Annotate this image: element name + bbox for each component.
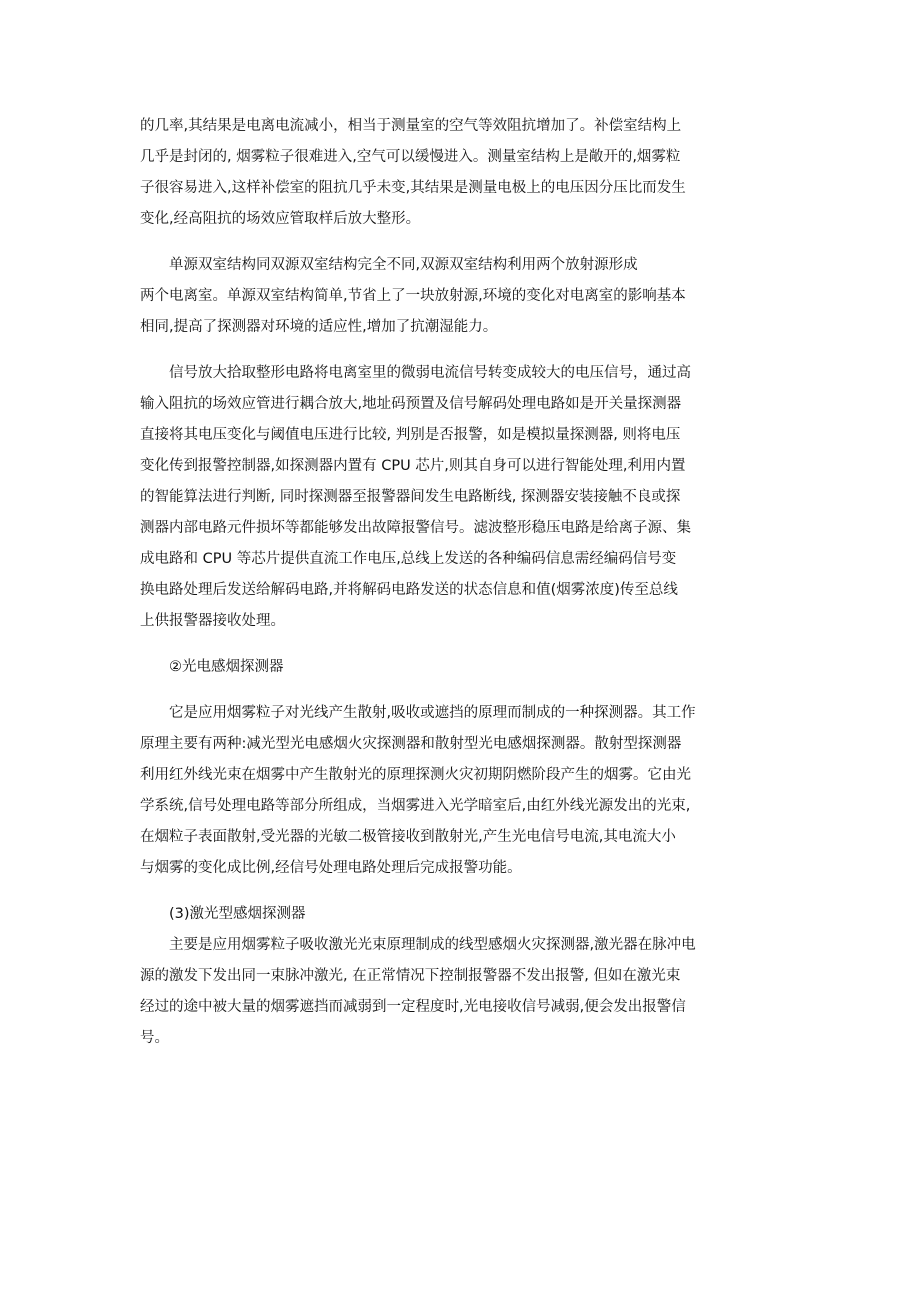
text-line: 学系统,信号处理电路等部分所组成，当烟雾进入光学暗室后,由红外线光源发出的光束,	[140, 798, 691, 814]
section-heading-photoelectric	[140, 652, 790, 683]
text-line: 源的激发下发出同一束脉冲激光, 在正常情况下控制报警器不发出报警, 但如在激光束	[140, 968, 681, 984]
text-line: 与烟雾的变化成比例,经信号处理电路处理后完成报警功能。	[140, 860, 522, 876]
text-line: 在烟粒子表面散射,受光器的光敏二极管接收到散射光,产生光电信号电流,其电流大小	[140, 829, 676, 845]
text-line: 换电路处理后发送给解码电路,并将解码电路发送的状态信息和值(烟雾浓度)传至总线	[140, 582, 678, 598]
text-line: 子很容易进入,这样补偿室的阻抗几乎未变,其结果是测量电极上的电压因分压比而发生	[140, 180, 686, 196]
text-line: 直接将其电压变化与阈值电压进行比较, 判别是否报警，如是模拟量探测器, 则将电压	[140, 427, 681, 443]
text-line: 原理主要有两种:减光型光电感烟火灾探测器和散射型光电感烟探测器。散射型探测器	[140, 736, 682, 752]
text-line: 的智能算法进行判断, 同时探测器至报警器间发生电路断线, 探测器安装接触不良或探	[140, 489, 681, 505]
text-line: 的几率,其结果是电离电流减小，相当于测量室的空气等效阻抗增加了。补偿室结构上	[140, 118, 682, 134]
text-line: 上供报警器接收处理。	[140, 613, 285, 629]
paragraph-photoelectric-principle	[140, 698, 790, 884]
text-line: 变化传到报警控制器,如探测器内置有 CPU 芯片,则其自身可以进行智能处理,利用内置	[140, 458, 686, 474]
document-body	[140, 111, 790, 1069]
paragraph-laser-principle	[140, 930, 790, 1054]
text-line: 成电路和 CPU 等芯片提供直流工作电压,总线上发送的各种编码信息需经编码信号变	[140, 551, 677, 567]
text-line: 两个电离室。单源双室结构简单,节省上了一块放射源,环境的变化对电离室的影响基本	[140, 288, 686, 304]
text-line: 输入阻抗的场效应管进行耦合放大,地址码预置及信号解码处理电路如是开关量探测器	[140, 396, 682, 412]
text-line: 经过的途中被大量的烟雾遮挡而减弱到一定程度时,光电接收信号减弱,便会发出报警信	[140, 999, 686, 1015]
text-line: 它是应用烟雾粒子对光线产生散射,吸收或遮挡的原理而制成的一种探测器。其工作	[140, 705, 696, 721]
text-line: (3)激光型感烟探测器	[140, 906, 306, 922]
text-line: 号。	[140, 1030, 169, 1046]
paragraph-ionization-result	[140, 111, 790, 235]
text-line: 利用红外线光束在烟雾中产生散射光的原理探测火灾初期阴燃阶段产生的烟雾。它由光	[140, 767, 691, 783]
text-line: 单源双室结构同双源双室结构完全不同,双源双室结构利用两个放射源形成	[140, 257, 638, 273]
text-line: 相同,提高了探测器对环境的适应性,增加了抗潮湿能力。	[140, 319, 498, 335]
paragraph-signal-amplifier-circuit	[140, 358, 790, 637]
text-line: 几乎是封闭的, 烟雾粒子很难进入,空气可以缓慢进入。测量室结构上是敞开的,烟雾粒	[140, 149, 681, 165]
text-line: 测器内部电路元件损坏等都能够发出故障报警信号。滤波整形稳压电路是给离子源、集	[140, 520, 691, 536]
paragraph-single-source-dual-chamber	[140, 250, 790, 343]
text-line: 变化,经高阻抗的场效应管取样后放大整形。	[140, 211, 421, 227]
section-heading-laser	[140, 899, 790, 930]
text-line: 信号放大拾取整形电路将电离室里的微弱电流信号转变成较大的电压信号，通过高	[140, 365, 691, 381]
text-line: 主要是应用烟雾粒子吸收激光光束原理制成的线型感烟火灾探测器,激光器在脉冲电	[140, 937, 696, 953]
text-line: ②光电感烟探测器	[140, 659, 284, 675]
